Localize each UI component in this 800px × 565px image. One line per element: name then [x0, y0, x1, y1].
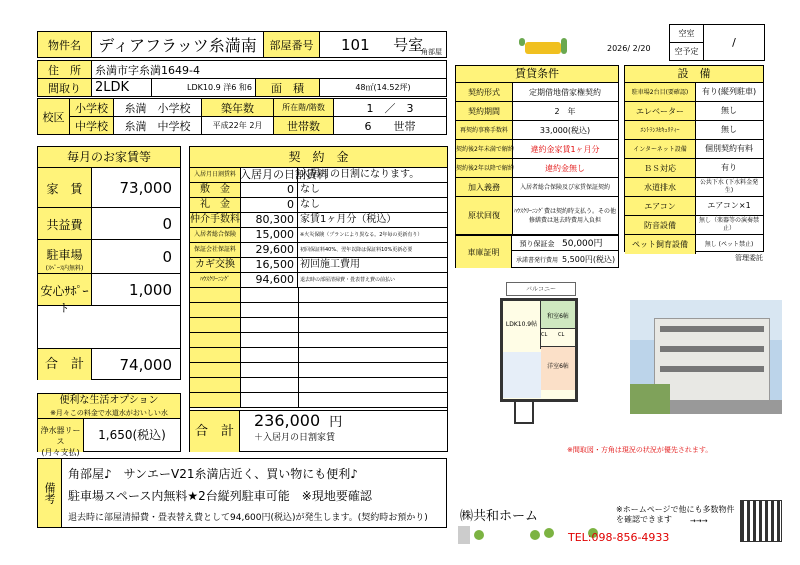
equipment-row — [625, 121, 763, 140]
contract-row-label: 仲介手数料 — [190, 214, 240, 225]
terms-row-value: 入居者総合保険及び家賃保証契約 — [519, 183, 610, 191]
rent-box — [37, 146, 181, 380]
room-label: 部屋番号 — [264, 32, 320, 58]
school-table — [37, 98, 447, 135]
contract-row-note: 初回保証料40%、翌年以降は保証料10%更新必要 — [300, 247, 413, 253]
rent-row — [38, 168, 180, 208]
contract-row-note: 入居月の日割になります。 — [300, 169, 420, 180]
plan-caption: ※間取図・方角は現況の状況が優先されます。 — [567, 446, 713, 454]
equipment-row-value: 公共下水 (下水料金発生) — [699, 179, 759, 194]
equipment-row-label: ペット飼育設備 — [625, 235, 696, 254]
contract-row-value: 0 — [240, 183, 298, 197]
contract-header: 契 約 金 — [190, 147, 447, 168]
equipment-box — [624, 65, 764, 252]
equipment-row-label: 駐車場2台目(要確認) — [625, 83, 696, 101]
contract-row-value: 入居月の日割賃料 — [240, 168, 328, 181]
terms-row-value: 違約金無し — [545, 163, 585, 173]
contract-row — [190, 273, 447, 288]
status-date: 2026/ 2/20 — [607, 44, 651, 53]
equipment-row-value: 無し（楽器等の演奏禁止） — [698, 217, 759, 232]
contract-empty-row — [190, 378, 447, 393]
contract-row-label: 入居月日割賃料 — [190, 168, 241, 182]
room-cell — [320, 32, 447, 58]
equipment-row — [625, 159, 763, 178]
contract-empty-row — [190, 393, 447, 408]
vacant-plan-label: 空予定 — [670, 43, 704, 61]
contract-row-note: ※火災保険（プランにより異なる。2年毎の更新有り） — [300, 232, 423, 238]
equipment-row-label: 水道排水 — [625, 178, 696, 196]
contract-empty-row — [190, 288, 447, 303]
contract-empty-row — [190, 318, 447, 333]
contract-row-note: なし — [300, 184, 320, 195]
equipment-row — [625, 216, 763, 235]
property-name: ディアフラッツ糸満南 — [92, 32, 264, 58]
vacant-label: 空室 — [670, 25, 704, 43]
rent-total-label: 合 計 — [38, 348, 92, 380]
contract-row — [190, 183, 447, 198]
area-value: 48㎡(14.52坪) — [320, 79, 447, 97]
rent-row-value: 1,000 — [129, 281, 172, 299]
terms-row — [456, 197, 618, 235]
water-value: 1,650(税込) — [98, 428, 166, 442]
room-note: 角部屋 — [421, 48, 442, 56]
car-fee-label: 承諾書発行費用 — [515, 257, 558, 264]
remarks-line-1: 角部屋♪ サンエーV21糸満店近く、買い物にも便利♪ — [68, 467, 358, 481]
terms-row-value: 違約金家賃1ヶ月分 — [530, 144, 600, 154]
units-value: 6 世帯 — [334, 117, 447, 135]
equipment-row-label: ＢＳ対応 — [625, 159, 696, 177]
equipment-row — [625, 235, 763, 254]
equipment-row-value: 有り — [721, 163, 737, 172]
terms-box — [455, 65, 619, 268]
floor-label: 所在階/階数 — [274, 99, 334, 117]
contract-row — [190, 243, 447, 258]
units-label: 世帯数 — [274, 117, 334, 135]
contract-row-label: ﾊｳｽｸﾘｰﾆﾝｸﾞ — [190, 273, 241, 287]
remarks-box — [37, 458, 447, 528]
rent-row — [38, 208, 180, 240]
contract-total-value: 236,000 — [254, 411, 321, 430]
company-name: ㈱共和ホーム — [460, 509, 539, 524]
rent-row-sub: (ｽﾍﾟｰｽ内無料) — [45, 265, 84, 272]
contract-row-note: なし — [300, 199, 320, 210]
layout-detail: LDK10.9 洋6 和6 — [152, 79, 256, 97]
sofa-illustration — [519, 38, 567, 58]
option-header: 便利な生活オプション — [38, 394, 180, 408]
rent-row-value: 73,000 — [119, 179, 172, 197]
equipment-row-value: 有り(縦列駐車) — [701, 87, 757, 96]
equipment-row-label: エレベーター — [625, 102, 696, 120]
cl-label-1: CL — [541, 332, 548, 338]
layout-table — [37, 78, 447, 97]
equipment-row-value: 無し — [721, 125, 737, 134]
layout-label: 間取り — [38, 79, 92, 97]
status-slash: / — [704, 25, 765, 61]
address-label: 住 所 — [38, 61, 92, 79]
contract-row-label: 敷 金 — [190, 183, 241, 197]
rent-row-value: 0 — [162, 215, 172, 233]
terms-row-label: 契約後2年未満で解約 — [456, 140, 513, 158]
room-number: 101 — [341, 36, 370, 54]
equipment-row-label: インターネット設備 — [625, 140, 696, 158]
equipment-row — [625, 83, 763, 102]
cl-label-2: CL — [558, 332, 565, 338]
contract-row-value: 80,300 — [240, 213, 298, 227]
equipment-row — [625, 197, 763, 216]
built-value: 平成22年 2月 — [202, 117, 274, 135]
area-label: 面 積 — [256, 79, 320, 97]
company-tel: TEL:098-856-4933 — [568, 531, 670, 544]
terms-row-label: 契約期間 — [456, 102, 513, 120]
terms-row-value: ﾊｳｽｸﾘｰﾆﾝｸﾞ費は契約時支払う。その他修繕費は退去時費用入負担 — [514, 207, 617, 224]
equipment-row-value: エアコン×1 — [707, 201, 751, 210]
equipment-row-value: 無し — [721, 106, 737, 115]
elem-label: 小学校 — [70, 99, 114, 117]
contract-total-note: ＋入居月の日割家賃 — [254, 433, 336, 443]
contract-empty-row — [190, 348, 447, 363]
web-arrow: →→→ — [690, 517, 708, 525]
equipment-row-value: 個別契約有料 — [705, 144, 753, 153]
terms-row-value: 33,000(税込) — [539, 125, 591, 135]
remarks-label: 備考 — [38, 459, 62, 527]
contract-total-label: 合 計 — [190, 410, 240, 452]
equipment-row-label: 防音設備 — [625, 216, 696, 234]
junior-label: 中学校 — [70, 117, 114, 135]
contract-row-note: 家賃1ヶ月分（税込） — [300, 214, 397, 225]
junior-value: 糸満 中学校 — [114, 117, 202, 135]
option-note: ※月々この料金で水道水がおいしい水 — [38, 408, 180, 419]
terms-row-label: 加入義務 — [456, 178, 513, 196]
terms-row-label: 再契約事務手数料 — [456, 121, 513, 139]
equipment-row-label: エアコン — [625, 197, 696, 215]
contract-row — [190, 258, 447, 273]
car-label: 車庫証明 — [456, 235, 512, 268]
car-fee-value: 5,500円(税込) — [562, 255, 616, 264]
equipment-header: 設 備 — [625, 66, 763, 83]
terms-row — [456, 178, 618, 197]
contract-empty-row — [190, 363, 447, 378]
equipment-note: 管理委託 — [735, 254, 763, 262]
car-deposit-label: 預り保証金 — [519, 240, 555, 248]
contract-row-label: カギ交換 — [190, 258, 241, 272]
floor-plan — [492, 276, 582, 428]
school-label: 校区 — [38, 99, 70, 135]
contract-row — [190, 168, 447, 183]
terms-row-label: 契約後2年以降で解約 — [456, 159, 513, 177]
qr-code[interactable] — [740, 500, 782, 542]
contract-row-value: 94,600 — [240, 273, 298, 287]
rent-row-value: 0 — [162, 248, 172, 266]
remarks-line-2: 駐車場スペース内無料★2台縦列駐車可能 ※現地要確認 — [68, 489, 372, 503]
terms-row — [456, 159, 618, 178]
terms-row — [456, 121, 618, 140]
layout-value: 2LDK — [92, 79, 152, 97]
rent-row-label: 共益費 — [46, 218, 83, 232]
water-sub: (月々支払) — [41, 448, 80, 457]
name-label: 物件名 — [38, 32, 92, 58]
contract-row-note: 退去時の部屋清掃費・畳表替え費の前払い — [300, 277, 396, 283]
building-photo — [630, 300, 782, 414]
rent-row — [38, 240, 180, 274]
terms-row — [456, 83, 618, 102]
equipment-row — [625, 102, 763, 121]
terms-row — [456, 102, 618, 121]
option-box — [37, 393, 181, 457]
contract-row — [190, 228, 447, 243]
rent-row — [38, 274, 180, 315]
washitsu-label: 和室6帖 — [541, 301, 575, 329]
ldk-label: LDK10.9帖 — [503, 301, 541, 349]
contract-row — [190, 198, 447, 213]
equipment-row-label: ｴﾝﾄﾗﾝｽｾｷｭﾘﾃｨｰ — [625, 121, 696, 139]
car-deposit-value: 50,000円 — [562, 239, 603, 249]
status-table — [669, 24, 765, 61]
equipment-row — [625, 178, 763, 197]
terms-row-value: 定期借地借家権契約 — [529, 87, 601, 97]
contract-row-label: 入居者総合保険 — [190, 228, 241, 242]
contract-row-note: 初回施工費用 — [300, 259, 360, 270]
youshitsu-label: 洋室6帖 — [541, 346, 575, 390]
web-note: ※ホームページで他にも多数物件を確認できます — [616, 505, 735, 524]
contract-row-value: 15,000 — [240, 228, 298, 242]
contract-row-value: 16,500 — [240, 258, 298, 272]
terms-row-value: 2 年 — [554, 106, 576, 116]
terms-row-label: 原状回復 — [456, 197, 513, 234]
water-label: 浄水器リース — [40, 426, 81, 446]
rent-row-label: 家 賃 — [46, 182, 83, 196]
rent-header: 毎月のお家賃等 — [38, 147, 180, 168]
floor-value: 1 ／ 3 — [334, 99, 447, 117]
balcony-label: バルコニー — [506, 282, 576, 296]
terms-row — [456, 140, 618, 159]
contract-row-value: 29,600 — [240, 243, 298, 257]
contract-row — [190, 213, 447, 228]
property-table-2 — [37, 60, 447, 79]
contract-total-unit: 円 — [329, 415, 343, 430]
built-label: 築年数 — [202, 99, 274, 117]
contract-empty-row — [190, 303, 447, 318]
contract-row-value: 0 — [240, 198, 298, 212]
contract-row-label: 礼 金 — [190, 198, 241, 212]
address-value: 糸満市字糸満1649-4 — [92, 61, 447, 79]
contract-row-label: 保証会社保証料 — [190, 243, 241, 257]
rent-total-value: 74,000 — [92, 348, 180, 380]
contract-empty-row — [190, 333, 447, 348]
room-suffix: 号室 — [393, 36, 424, 54]
terms-row-label: 契約形式 — [456, 83, 513, 101]
rent-row-label: 安心ｻﾎﾟｰﾄ — [40, 284, 89, 315]
rent-row-label: 駐車場 — [46, 248, 83, 262]
equipment-row — [625, 140, 763, 159]
equipment-row-value: 無し (ペット禁止) — [704, 240, 754, 248]
elem-value: 糸満 小学校 — [114, 99, 202, 117]
contract-box — [189, 146, 448, 452]
property-table — [37, 31, 447, 58]
remarks-line-3: 退去時に部屋清掃費・畳表替え費として94,600円(税込)が発生します。(契約時お預かり) — [68, 513, 428, 523]
terms-header: 賃貸条件 — [456, 66, 618, 83]
